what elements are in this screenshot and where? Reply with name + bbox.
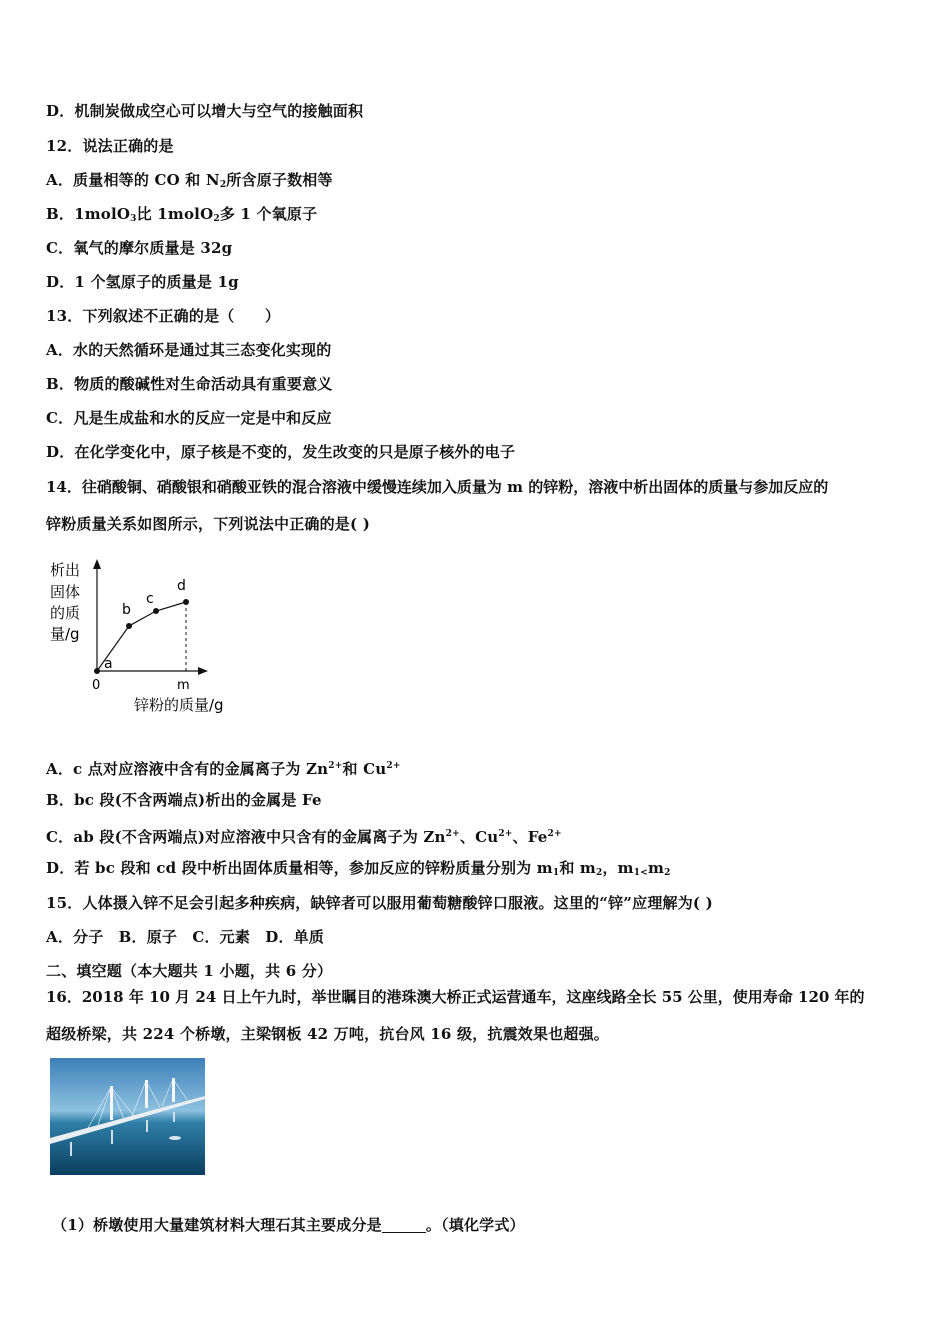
q13-stem: 13．下列叙述不正确的是（ ） <box>46 307 281 325</box>
graph-origin: 0 <box>92 678 101 693</box>
graph-y-arrow <box>93 559 101 569</box>
q14-stem-line1: 14．往硝酸铜、硝酸银和硝酸亚铁的混合溶液中缓慢连续加入质量为 m 的锌粉，溶液中析出固体的质量与参加反应的 <box>46 478 829 496</box>
graph-x-mark: m <box>177 678 190 693</box>
bridge-photo <box>50 1058 205 1175</box>
q13-option-b: B．物质的酸碱性对生命活动具有重要意义 <box>46 375 333 393</box>
graph-label-c: c <box>146 591 154 607</box>
q12-option-c: C．氧气的摩尔质量是 32g <box>46 239 233 257</box>
q14-option-b: B．bc 段(不含两端点)析出的金属是 Fe <box>46 791 322 809</box>
graph-ylabel-line-1: 析出 <box>50 561 81 579</box>
q12-option-b: B．1molO$_3$比 1molO$_2$多 1 个氧原子 <box>46 205 318 224</box>
graph-ylabel-line-2: 固体 <box>50 583 81 601</box>
q14-graph <box>40 555 250 720</box>
graph-ylabel-line-4: 量/g <box>50 625 80 643</box>
q13-option-c: C．凡是生成盐和水的反应一定是中和反应 <box>46 409 332 427</box>
q16-stem-line1: 16．2018 年 10 月 24 日上午九时，举世瞩目的港珠澳大桥正式运营通车，这座线路全长 55 公里，使用寿命 120 年的 <box>46 988 865 1006</box>
q14-option-a: A．c 点对应溶液中含有的金属离子为 $Zn^{2+}$和 $Cu^{2+}$ <box>46 760 401 778</box>
graph-point-d <box>183 599 189 605</box>
q16-subquestion-1: （1）桥墩使用大量建筑材料大理石其主要成分是 。（填化学式） <box>52 1216 525 1234</box>
graph-ylabel-line-3: 的质 <box>50 604 81 622</box>
q16-stem-line2: 超级桥梁，共 224 个桥墩，主梁钢板 42 万吨，抗台风 16 级，抗震效果也超强。 <box>46 1025 609 1043</box>
graph-x-arrow <box>198 667 208 675</box>
section-2-title: 二、填空题（本大题共 1 小题，共 6 分） <box>46 962 333 980</box>
q12-option-d: D．1 个氢原子的质量是 1g <box>46 273 239 291</box>
q14-stem-line2: 锌粉质量关系如图所示，下列说法中正确的是( ) <box>46 515 371 533</box>
graph-label-b: b <box>122 602 131 618</box>
q12-stem: 12．说法正确的是 <box>46 137 174 155</box>
q13-option-d: D．在化学变化中，原子核是不变的，发生改变的只是原子核外的电子 <box>46 443 516 461</box>
q14-option-d: D．若 bc 段和 cd 段中析出固体质量相等，参加反应的锌粉质量分别为 $m_1$和 $m_2$，$m_{1<}m_2$ <box>46 859 671 878</box>
graph-label-a: a <box>104 656 113 672</box>
q13-option-a: A．水的天然循环是通过其三态变化实现的 <box>46 341 332 359</box>
graph-point-a <box>94 668 100 674</box>
graph-point-c <box>153 608 159 614</box>
answer-blank[interactable] <box>382 1218 426 1233</box>
q11-option-d: D．机制炭做成空心可以增大与空气的接触面积 <box>46 102 364 120</box>
q12-option-a: A．质量相等的 CO 和 $N_2$所含原子数相等 <box>46 171 333 190</box>
graph-xlabel: 锌粉的质量/g <box>134 696 224 714</box>
graph-label-d: d <box>177 578 186 594</box>
graph-point-b <box>126 623 132 629</box>
q15-stem: 15．人体摄入锌不足会引起多种疾病，缺锌者可以服用葡萄糖酸锌口服液。这里的“锌”应理解为( ) <box>46 894 713 912</box>
q14-option-c: C．ab 段(不含两端点)对应溶液中只含有的金属离子为 $Zn^{2+}$、$Cu^{2+}$、$Fe^{2+}$ <box>46 828 562 846</box>
q15-options: A．分子 B．原子 C．元素 D．单质 <box>46 928 325 946</box>
